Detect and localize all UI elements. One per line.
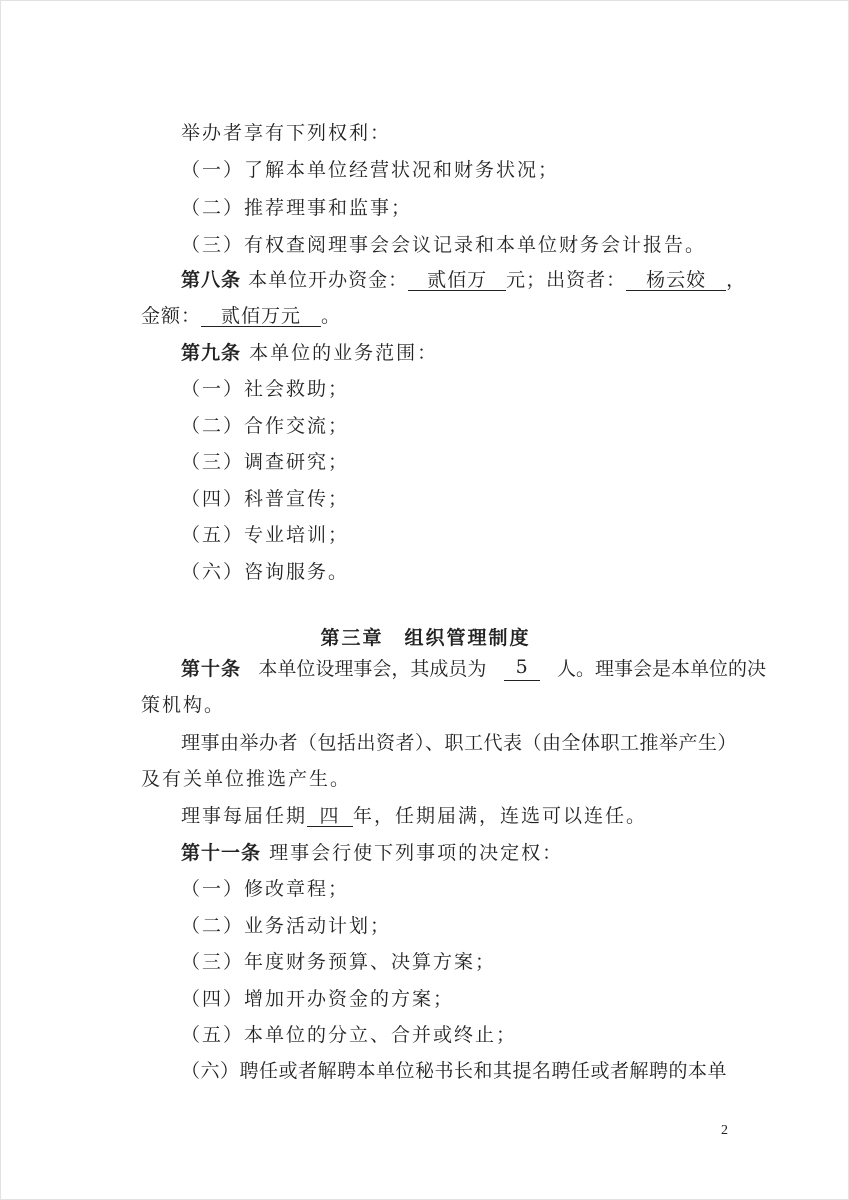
art8-investor: 杨云姣: [626, 270, 726, 291]
art10-para-2b: 及有关单位推选产生。: [141, 768, 352, 790]
art9-text: 本单位的业务范围：: [249, 342, 439, 364]
art8-amount: 贰佰万元: [201, 306, 321, 327]
art10-text-3a: 理事每届任期: [181, 805, 308, 827]
art8-line-2: [141, 304, 741, 328]
art8-text-4: 金额：: [141, 305, 202, 327]
art11-item-1: （一）修改章程；: [181, 878, 350, 900]
art7-intro: 举办者享有下列权利：: [181, 122, 392, 144]
art9-item-1: （一）社会救助；: [181, 378, 350, 400]
art8-text-2: 元；出资者：: [506, 269, 627, 291]
art11-item-6: （六）聘任或者解聘本单位秘书长和其提名聘任或者解聘的本单: [181, 1060, 728, 1082]
art10-para-3: [181, 804, 781, 828]
art10-para-2a: 理事由举办者（包括出资者）、职工代表（由全体职工推举产生）: [181, 732, 738, 754]
art11-label: 第十一条: [181, 842, 262, 864]
art9-item-6: （六）咨询服务。: [181, 561, 350, 583]
art8-text-5: 。: [321, 305, 342, 327]
art10-term: 四: [307, 806, 353, 827]
art8-capital: 贰佰万: [408, 270, 506, 291]
art10-member-count: 5: [504, 657, 540, 681]
art11-item-4: （四）增加开办资金的方案；: [181, 988, 455, 1010]
art9-item-3: （三）调查研究；: [181, 451, 350, 473]
art11-item-2: （二）业务活动计划；: [181, 915, 392, 937]
art7-item-1: （一）了解本单位经营状况和财务状况；: [181, 159, 560, 181]
art10-text-1: 本单位设理事会，其成员为: [258, 658, 487, 680]
art11-item-3: （三）年度财务预算、决算方案；: [181, 951, 497, 973]
art8-text-1: 本单位开办资金：: [248, 269, 409, 291]
art10-line-2: 策机构。: [141, 694, 226, 716]
art10-line-1: [181, 657, 766, 681]
art11-item-5: （五）本单位的分立、合并或终止；: [181, 1024, 518, 1046]
art9-item-4: （四）科普宣传；: [181, 488, 350, 510]
art8-text-3: ，: [726, 269, 747, 291]
art10-text-2: 人。理事会是本单位的决: [556, 658, 766, 680]
art9-label: 第九条: [181, 342, 242, 364]
page-number: 2: [721, 1123, 728, 1138]
art9-item-5: （五）专业培训；: [181, 524, 350, 546]
art11-text: 理事会行使下列事项的决定权：: [269, 842, 564, 864]
art10-label: 第十条: [181, 658, 242, 680]
art9-line: [181, 341, 781, 365]
art11-line: [181, 841, 781, 865]
art10-text-3b: 年，任期届满，连选可以连任。: [353, 805, 648, 827]
art8-label: 第八条: [181, 269, 242, 291]
chapter-heading: 第三章 组织管理制度: [320, 627, 531, 649]
art8-line-1: [181, 268, 781, 292]
art9-item-2: （二）合作交流；: [181, 415, 350, 437]
art7-item-2: （二）推荐理事和监事；: [181, 197, 413, 219]
art7-item-3: （三）有权查阅理事会会议记录和本单位财务会计报告。: [181, 234, 707, 256]
